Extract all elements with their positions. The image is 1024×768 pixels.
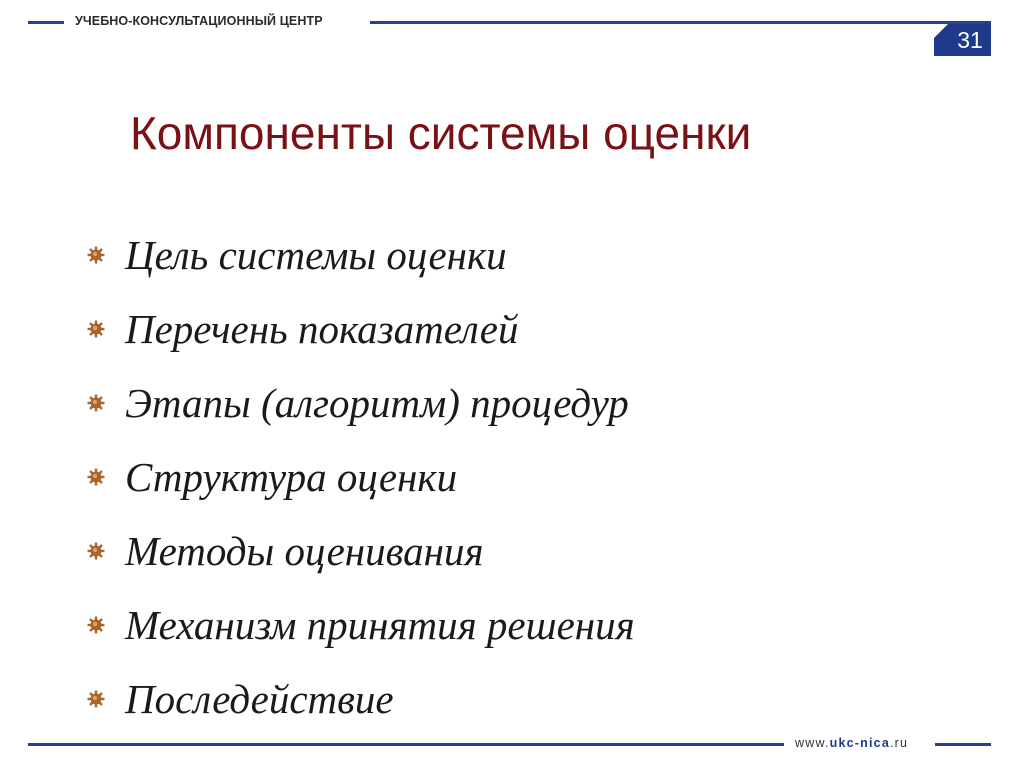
bullet-text: Методы оценивания (125, 528, 484, 574)
bullet-icon (86, 615, 106, 635)
bullet-icon (86, 393, 106, 413)
list-item (86, 292, 635, 366)
list-item (86, 514, 635, 588)
footer-url-suffix: .ru (890, 736, 909, 750)
footer-url (795, 736, 908, 750)
bullet-icon (86, 541, 106, 561)
header-rule-right (370, 21, 991, 24)
org-name: УЧЕБНО-КОНСУЛЬТАЦИОННЫЙ ЦЕНТР (75, 14, 323, 28)
list-item (86, 662, 635, 736)
footer-rule-left (28, 743, 784, 746)
bullet-icon (86, 689, 106, 709)
bullet-list (86, 218, 635, 736)
bullet-text: Этапы (алгоритм) процедур (125, 380, 629, 426)
footer-url-domain: ukc-nica (829, 736, 890, 750)
bullet-icon (86, 245, 106, 265)
bullet-text: Перечень показателей (125, 306, 519, 352)
footer-rule-right (935, 743, 991, 746)
slide-title: Компоненты системы оценки (130, 107, 752, 159)
bullet-text: Структура оценки (125, 454, 458, 500)
list-item (86, 588, 635, 662)
bullet-text: Механизм принятия решения (125, 602, 635, 648)
page-badge-corner (934, 24, 948, 38)
bullet-icon (86, 467, 106, 487)
header-rule-left (28, 21, 64, 24)
bullet-icon (86, 319, 106, 339)
page-number: 31 (957, 27, 983, 53)
list-item (86, 218, 635, 292)
footer-url-prefix: www. (795, 736, 830, 750)
bullet-text: Последействие (125, 676, 394, 722)
list-item (86, 440, 635, 514)
list-item (86, 366, 635, 440)
bullet-text: Цель системы оценки (125, 232, 507, 278)
